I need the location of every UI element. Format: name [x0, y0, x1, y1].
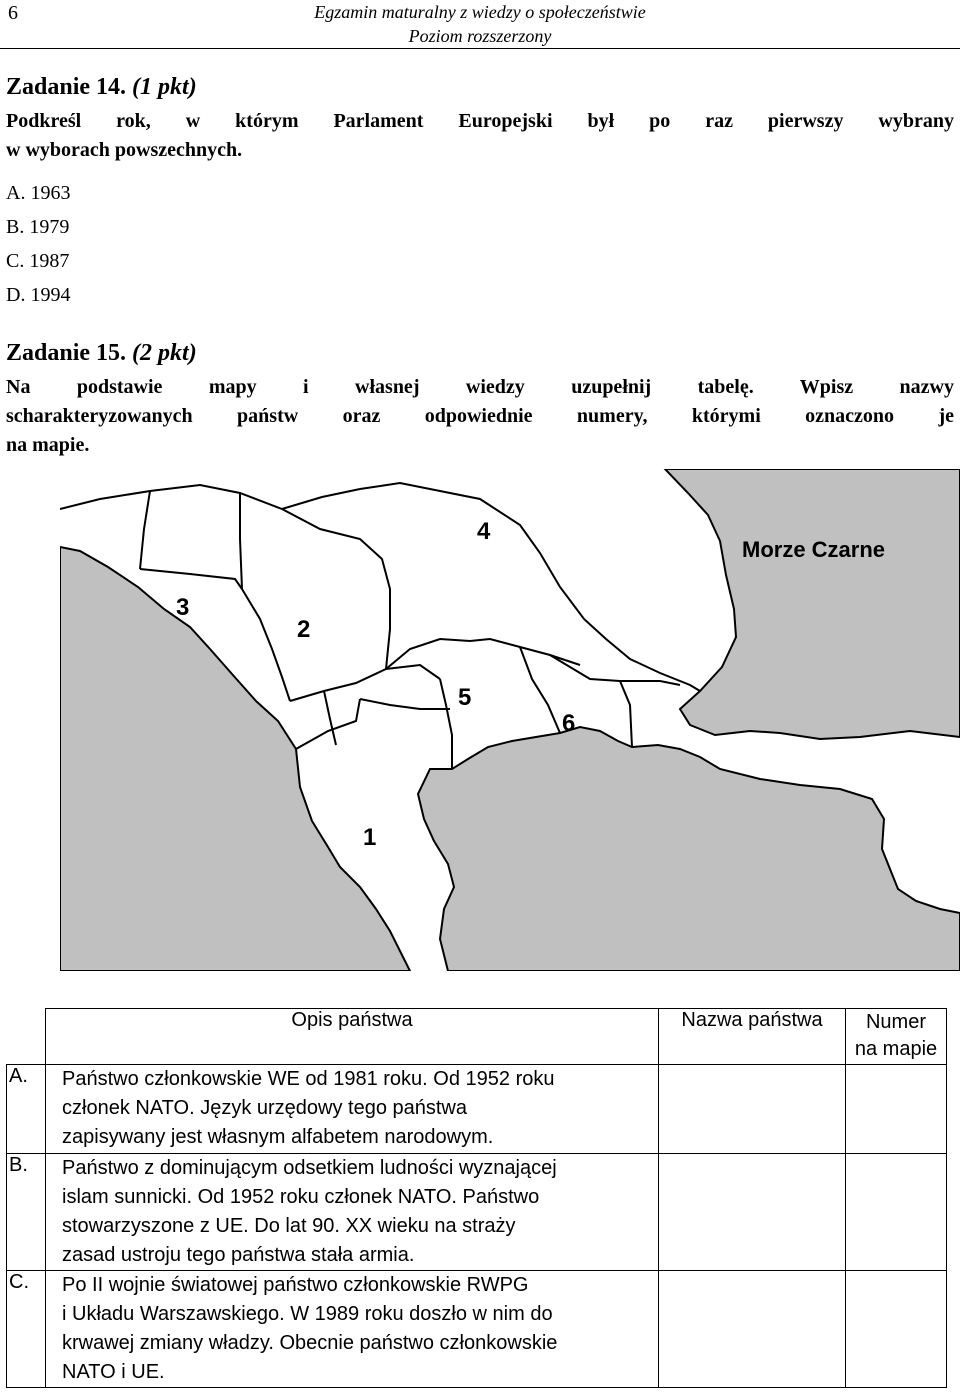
description-line: zapisywany jest własnym alfabetem narodowym. [62, 1126, 494, 1148]
map-number-answer-cell[interactable] [846, 1154, 947, 1271]
task-15-instruction-line: scharakteryzowanych państw oraz odpowiednie numery, którymi oznaczono je [6, 405, 954, 427]
task-14-instruction [6, 107, 954, 165]
table-row [7, 1154, 947, 1271]
task-14-option-b[interactable]: B. 1979 [6, 216, 70, 238]
description-line: NATO i UE. [62, 1361, 165, 1383]
task-14-option-d[interactable]: D. 1994 [6, 284, 71, 306]
map-number-5: 5 [458, 684, 472, 711]
row-description [46, 1271, 659, 1388]
description-line: islam sunnicki. Od 1952 roku członek NATO. Państwo [62, 1186, 540, 1208]
map-number-3: 3 [176, 594, 190, 621]
country-name-answer-cell[interactable] [659, 1065, 846, 1154]
description-line: i Układu Warszawskiego. W 1989 roku doszło w nim do [62, 1303, 553, 1325]
map-number-answer-cell[interactable] [846, 1271, 947, 1388]
exam-title-block [0, 0, 960, 48]
description-line: członek NATO. Język urzędowy tego państwa [62, 1097, 467, 1119]
page-number: 6 [8, 2, 18, 24]
black-sea-label: Morze Czarne [742, 537, 886, 562]
table-row [7, 1271, 947, 1388]
row-letter: C. [7, 1271, 46, 1388]
table-header-row [7, 1009, 947, 1065]
table-row [7, 1065, 947, 1154]
header-number [846, 1009, 947, 1065]
task-14-instruction-line: w wyborach powszechnych. [6, 139, 243, 161]
header-empty [7, 1009, 46, 1065]
task-15-instruction-line: Na podstawie mapy i własnej wiedzy uzupełnij tabelę. Wpisz nazwy [6, 376, 954, 398]
header-number-line: Numer [865, 1011, 926, 1033]
task-14-points: (1 pkt) [132, 74, 197, 100]
description-line: zasad ustroju tego państwa stała armia. [62, 1244, 415, 1266]
task-14-option-a[interactable]: A. 1963 [6, 182, 71, 204]
row-description [46, 1065, 659, 1154]
map-number-answer-cell[interactable] [846, 1065, 947, 1154]
row-description [46, 1154, 659, 1271]
country-table [6, 1008, 947, 1388]
task-14-label: Zadanie 14. [6, 74, 127, 100]
task-15-instruction-line: na mapie. [6, 434, 90, 456]
header-name: Nazwa państwa [659, 1009, 846, 1065]
map-number-6: 6 [562, 710, 576, 737]
map-number-1: 1 [363, 824, 377, 851]
balkan-map [60, 469, 960, 971]
task-14-option-c[interactable]: C. 1987 [6, 250, 70, 272]
task-15-label: Zadanie 15. [6, 340, 127, 366]
map-number-2: 2 [297, 616, 311, 643]
country-name-answer-cell[interactable] [659, 1271, 846, 1388]
country-name-answer-cell[interactable] [659, 1154, 846, 1271]
exam-level: Poziom rozszerzony [408, 26, 552, 46]
description-line: stowarzyszone z UE. Do lat 90. XX wieku na straży [62, 1215, 516, 1237]
description-line: Państwo z dominującym odsetkiem ludności wyznającej [62, 1157, 557, 1179]
task-15-points: (2 pkt) [132, 340, 197, 366]
description-line: Państwo członkowskie WE od 1981 roku. Od 1952 roku [62, 1068, 555, 1090]
header-number-line: na mapie [854, 1038, 938, 1060]
task-15-instruction [6, 373, 954, 460]
description-line: krwawej zmiany władzy. Obecnie państwo członkowskie [62, 1332, 558, 1354]
map-number-4: 4 [477, 518, 491, 545]
task-14-title [6, 74, 197, 101]
task-15-title [6, 340, 197, 367]
task-14-instruction-line: Podkreśl rok, w którym Parlament Europejski był po raz pierwszy wybrany [6, 110, 954, 132]
exam-title: Egzamin maturalny z wiedzy o społeczeństwie [314, 2, 646, 22]
header-description: Opis państwa [46, 1009, 659, 1065]
row-letter: B. [7, 1154, 46, 1271]
page-header [0, 0, 960, 49]
description-line: Po II wojnie światowej państwo członkowskie RWPG [62, 1274, 529, 1296]
row-letter: A. [7, 1065, 46, 1154]
